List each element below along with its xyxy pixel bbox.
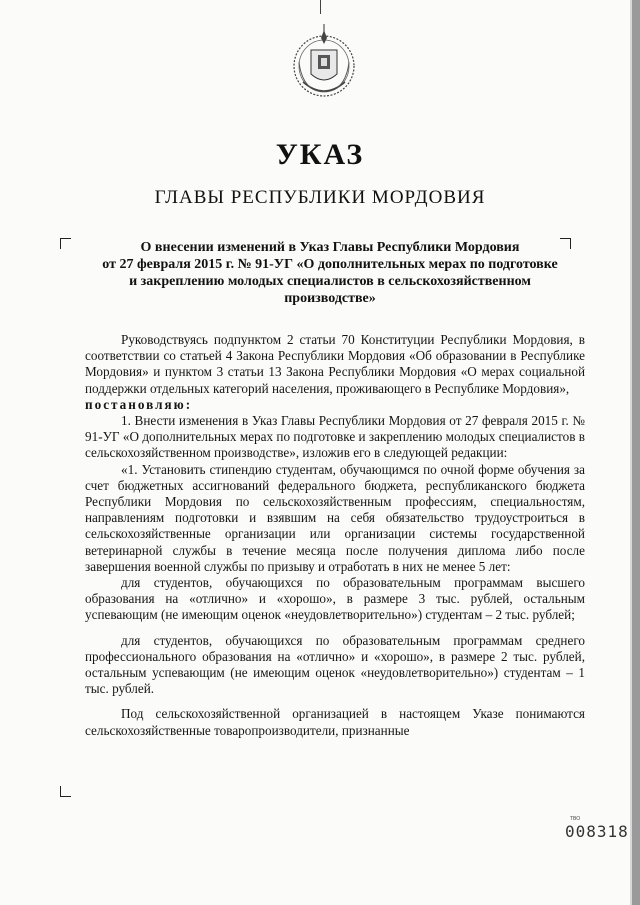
top-mark: [320, 0, 321, 14]
paragraph-item-1: 1. Внести изменения в Указ Главы Республики Мордовия от 27 февраля 2015 г. № 91-УГ «О дополнительных мерах по подготовке и закреплению молодых специалистов в сельскохозяйственном производстве», изложив его в следующей редакции:: [85, 413, 585, 461]
corner-bracket-bottom-left: [60, 786, 71, 797]
heading-line: О внесении изменений в Указ Главы Республики Мордовия: [140, 240, 520, 255]
paragraph-definition: Под сельскохозяйственной организацией в настоящем Указе понимаются сельскохозяйственные товаропроизводители, признанные: [85, 706, 585, 738]
paragraph-higher-ed: для студентов, обучающихся по образовательным программам высшего образования на «отлично» и «хорошо», в размере 3 тыс. рублей, остальным успевающим (не имеющим оценок «неудовлетворительно») студентам – 2 тыс. рублей;: [85, 575, 585, 623]
coat-of-arms-icon: [291, 22, 357, 100]
heading-line: производстве»: [284, 291, 376, 306]
paragraph-secondary-ed: для студентов, обучающихся по образовательным программам среднего профессионального образования на «отлично» и «хорошо», в размере 2 тыс. рублей, остальным успевающим (не имеющим оценок «неудовлетворительно») студентам – 1 тыс. рублей.: [85, 632, 585, 697]
serial-prefix: ТВО: [570, 816, 581, 822]
heading-line: и закреплению молодых специалистов в сельскохозяйственном: [129, 274, 531, 289]
preamble-text: Руководствуясь подпунктом 2 статьи 70 Конституции Республики Мордовия, в соответствии со статьей 4 Закона Республики Мордовия «Об образовании в Республике Мордовия» и пунктом 3 статьи 13 Закона Республики Мордовия «О мерах социальной поддержки отдельных категорий населения, проживающего в Республике Мордовия»,: [85, 332, 585, 396]
heading-line: от 27 февраля 2015 г. № 91-УГ «О дополнительных мерах по подготовке: [102, 257, 558, 272]
decree-heading: [80, 239, 580, 307]
paragraph-stipend: «1. Установить стипендию студентам, обучающимся по очной форме обучения за счет бюджетных ассигнований федерального бюджета, республиканского бюджета Республики Мордовия по сельскохозяйственным профессиям, специальностям, направлениям подготовки и взявшим на себя обязательство трудоустроиться в сельскохозяйственные организации или организации системы государственной ветеринарной службы в течение месяца после получения диплома либо после завершения военной службы по призыву и отработать в них не менее 5 лет:: [85, 461, 585, 574]
document-title: УКАЗ: [275, 138, 365, 171]
page-edge: [632, 0, 640, 905]
decree-body: [85, 332, 585, 739]
document-subtitle: ГЛАВЫ РЕСПУБЛИКИ МОРДОВИЯ: [154, 187, 486, 208]
corner-bracket-top-left: [60, 238, 71, 249]
paragraph-decree: [85, 397, 585, 413]
paragraph-preamble: [85, 332, 585, 397]
serial-number: 008318: [565, 822, 629, 841]
decree-word: постановляю:: [85, 396, 193, 412]
